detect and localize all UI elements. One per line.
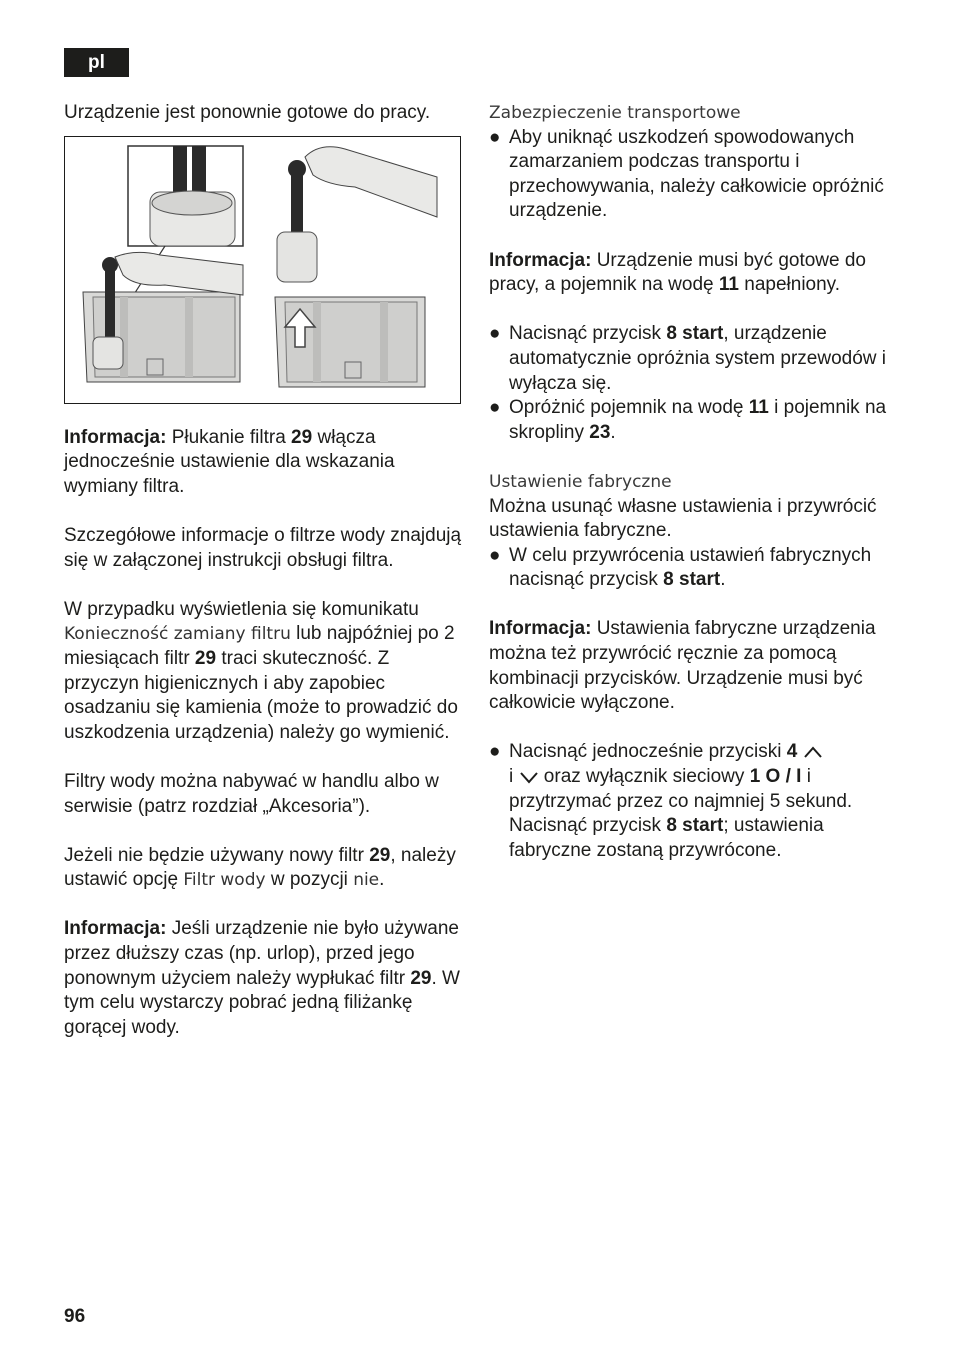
part-number: 29 bbox=[410, 967, 432, 989]
left-column bbox=[64, 101, 466, 1040]
power-switch-reference: 1 O / I bbox=[749, 766, 802, 788]
text: Płukanie filtra bbox=[166, 426, 292, 448]
text: oraz wyłącznik sieciowy bbox=[538, 766, 750, 788]
text: . W tym celu wystarczy pobrać jedną filiżankę gorącej wody. bbox=[64, 967, 460, 1038]
text: . bbox=[720, 569, 726, 591]
info-label: Informacja: bbox=[489, 249, 592, 271]
text: traci skuteczność. Z przyczyn higienicznych i aby zapobiec osadzaniu się kamienia (może to prowadzić do uszkodzenia urządzenia) należy go wymienić. bbox=[64, 647, 458, 743]
text: w pozycji bbox=[265, 869, 354, 891]
text: napełniony. bbox=[738, 274, 841, 296]
button-reference: 8 start bbox=[666, 323, 724, 345]
part-number: 29 bbox=[194, 647, 217, 669]
text: Nacisnąć jednocześnie przyciski bbox=[509, 741, 787, 763]
text: Jeżeli nie będzie używany nowy filtr bbox=[64, 844, 370, 866]
filter-illustration bbox=[64, 136, 461, 404]
language-tag: pl bbox=[64, 48, 129, 77]
list-item bbox=[489, 322, 891, 396]
text: W celu przywrócenia ustawień fabrycznych nacisnąć przycisk bbox=[509, 544, 872, 591]
no-filter-text bbox=[64, 844, 466, 893]
text: włącza jednocześnie ustawienie dla wskazania wymiany filtra. bbox=[64, 426, 395, 497]
section-heading-factory: Ustawienie fabryczne bbox=[489, 471, 672, 492]
info-filter-rinse bbox=[64, 426, 466, 500]
text: , należy ustawić opcję bbox=[64, 844, 456, 891]
bullet: ● bbox=[489, 323, 501, 345]
text: , urządzenie automatycznie opróżnia system przewodów i wyłącza się. bbox=[509, 323, 887, 394]
ready-text: Urządzenie jest ponownie gotowe do pracy. bbox=[64, 102, 431, 123]
filter-rinse-illustration bbox=[65, 137, 459, 402]
bullet: ● bbox=[489, 397, 501, 419]
menu-value: nie bbox=[353, 870, 380, 891]
info-label: Informacja: bbox=[489, 618, 592, 640]
part-number: 23 bbox=[589, 421, 611, 443]
part-number: 29 bbox=[369, 844, 391, 866]
text: i przytrzymać przez co najmniej 5 sekund. Nacisnąć przycisk bbox=[509, 766, 853, 837]
text: ; ustawienia fabryczne zostaną przywrócone. bbox=[509, 815, 824, 861]
bullet: ● bbox=[489, 544, 501, 566]
list-item bbox=[489, 740, 891, 863]
menu-option: Filtr wody bbox=[183, 870, 266, 891]
list-item bbox=[489, 126, 891, 224]
text: . bbox=[610, 421, 616, 443]
info-label: Informacja: bbox=[64, 426, 167, 448]
info-factory bbox=[489, 617, 891, 715]
button-reference: 4 bbox=[786, 741, 798, 763]
part-number: 11 bbox=[718, 274, 739, 296]
filter-change-text bbox=[64, 598, 466, 746]
part-number: 11 bbox=[748, 397, 769, 419]
text: W przypadku wyświetlenia się komunikatu bbox=[64, 598, 419, 620]
section-heading-transport: Zabezpieczenie transportowe bbox=[489, 103, 741, 123]
bullet: ● bbox=[489, 741, 501, 763]
page-number: 96 bbox=[64, 1306, 86, 1327]
text: i pojemnik na skropliny bbox=[509, 397, 887, 443]
filter-details: Szczegółowe informacje o filtrze wody znajdują się w załączonej instrukcji obsługi filtra. bbox=[64, 524, 462, 571]
text: Urządzenie musi być gotowe do pracy, a pojemnik na wodę bbox=[489, 249, 867, 296]
buy-filters-text: Filtry wody można nabywać w handlu albo w serwisie (patrz rozdział „Akcesoria”). bbox=[64, 770, 439, 817]
info-long-idle bbox=[64, 917, 466, 1040]
factory-intro: Można usunąć własne ustawienia i przywrócić ustawienia fabryczne. bbox=[489, 495, 877, 542]
text: Aby uniknąć uszkodzeń spowodowanych zamarzaniem podczas transportu i przechowywania, należy całkowicie opróżnić urządzenie. bbox=[509, 126, 884, 222]
part-number: 29 bbox=[291, 426, 313, 448]
text: Nacisnąć przycisk bbox=[509, 323, 667, 345]
text: lub najpóźniej po 2 miesiącach filtr bbox=[64, 623, 455, 669]
text: Opróżnić pojemnik na wodę bbox=[509, 397, 749, 419]
text: i bbox=[509, 766, 514, 788]
bullet: ● bbox=[489, 126, 501, 148]
button-reference: 8 start bbox=[663, 569, 721, 591]
right-column bbox=[489, 101, 891, 863]
list-item bbox=[489, 396, 891, 445]
display-message: Konieczność zamiany filtru bbox=[64, 624, 291, 645]
chevron-up-icon bbox=[803, 745, 823, 759]
text: Jeśli urządzenie nie było używane przez dłuższy czas (np. urlop), przed jego ponownym użyciem należy wypłukać filtr bbox=[64, 918, 459, 989]
list-item bbox=[489, 544, 891, 593]
chevron-down-icon bbox=[519, 770, 539, 784]
button-reference: 8 start bbox=[666, 815, 724, 837]
info-label: Informacja: bbox=[64, 918, 167, 940]
info-transport bbox=[489, 249, 891, 298]
text: . bbox=[379, 869, 385, 891]
text: Ustawienia fabryczne urządzenia można też przywrócić ręcznie za pomocą kombinacji przycisków. Urządzenie musi być całkowicie wyłączone. bbox=[489, 618, 876, 714]
